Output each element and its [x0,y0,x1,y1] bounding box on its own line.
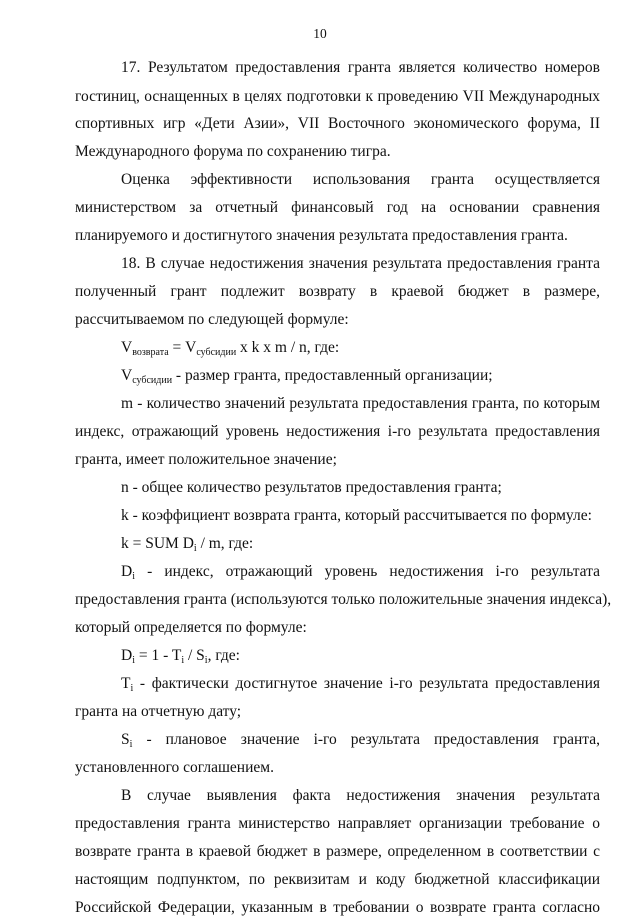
final-line-1: В случае выявления факта недостижения значения результата [121,787,600,804]
p17-line-3: спортивных игр «Дети Азии», VII Восточного экономического форума, II [75,115,600,132]
def-m-line-2: индекс, отражающий уровень недостижения i-го результата предоставления [75,423,600,440]
assess-line-2: министерством за отчетный финансовый год на основании сравнения [75,199,600,216]
p17-line-2: гостиниц, оснащенных в целях подготовки к проведению VII Международных [75,88,600,105]
def-m-line-3: гранта, имеет положительное значение; [75,451,337,468]
formula-return: $V_{возврата} = V_{субсидии}$ x k x m / n, где: [121,339,340,358]
assess-line-1: Оценка эффективности использования гранта осуществляется [121,171,600,188]
formula-d: $D_i = 1 - T_i / S_i$, где: [121,647,240,666]
final-line-5: Российской Федерации, указанным в требовании о возврате гранта согласно [75,899,600,916]
def-t-line-1: $T_i$ - фактически достигнутое значение i-го результата предоставления [121,675,600,694]
def-t-line-2: гранта на отчетную дату; [75,703,242,720]
def-n: n - общее количество результатов предоставления гранта; [121,479,502,496]
def-m-line-1: m - количество значений результата предоставления гранта, по которым [121,395,600,412]
def-d-line-2: предоставления гранта (используются только положительные значения индекса), [75,591,612,608]
final-line-2: предоставления гранта министерство направляет организации требование о [75,815,600,832]
p18-line-2: полученный грант подлежит возврату в краевой бюджет в размере, [75,283,600,300]
def-v-subsidy: $V_{субсидии}$ - размер гранта, предоставленный организации; [121,367,493,386]
def-s-line-2: установленного соглашением. [75,759,274,776]
formula-k: k = SUM $D_i$ / m, где: [121,535,254,554]
page-number: 10 [313,26,327,41]
final-line-4: настоящим подпунктом, по реквизитам и коду бюджетной классификации [75,871,600,888]
p17-line-4: Международного форума по сохранению тигра. [75,143,391,160]
final-line-3: возврате гранта в краевой бюджет в размере, определенном в соответствии с [75,843,600,860]
def-s-line-1: $S_i$ - плановое значение i-го результата предоставления гранта, [121,731,600,750]
assess-line-3: планируемого и достигнутого значения результата предоставления гранта. [75,227,568,244]
p18-line-1: 18. В случае недостижения значения результата предоставления гранта [121,255,600,272]
def-d-line-3: который определяется по формуле: [75,619,307,636]
def-k: k - коэффициент возврата гранта, который рассчитывается по формуле: [121,507,592,524]
p17-line-1: 17. Результатом предоставления гранта является количество номеров [121,59,600,76]
p18-line-3: рассчитываемом по следующей формуле: [75,311,349,328]
def-d-line-1: $D_i$ - индекс, отражающий уровень недостижения i-го результата [121,563,600,582]
